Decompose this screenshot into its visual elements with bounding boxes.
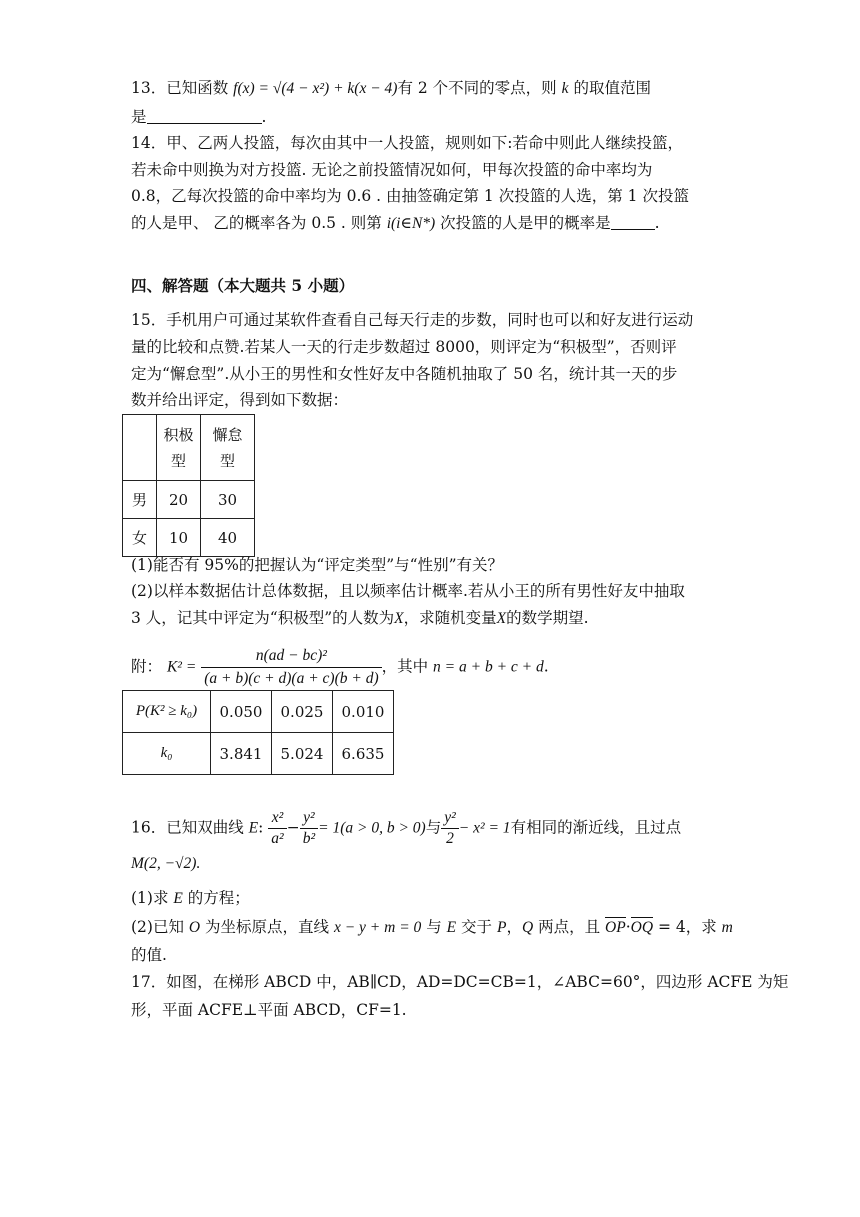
q13-answer-blank[interactable] xyxy=(147,109,262,124)
q16-part2 xyxy=(131,917,733,938)
q16-comma: ， xyxy=(506,918,522,936)
where-end: . xyxy=(543,657,549,676)
eq1-frac-x xyxy=(268,808,286,849)
q16-line1: 16．已知双曲线 E: $\frac{\text{x²}}{\text{a²}}$ − $\frac{\text{y²}}{\text{b²}}$ = 1(a > 0, b > 0)与 $\frac{\text{y²}}{2}$ − x² = 1有相同的渐近线，且过点 xyxy=(131,809,682,847)
row-male-label: 男 xyxy=(123,481,157,519)
table-header-active xyxy=(157,415,201,481)
q16-q: Q xyxy=(521,919,534,936)
q16-m: m xyxy=(721,919,733,936)
critical-value-table xyxy=(122,690,394,775)
eq2-2: 2 xyxy=(441,828,459,849)
header-lazy-1: 懈怠 xyxy=(212,425,243,444)
eq1-y: y² xyxy=(303,809,315,826)
q16-p2-mid: 为坐标原点，直线 xyxy=(200,918,334,936)
table-header-lazy xyxy=(201,415,255,481)
q16-p2-mid3: 交于 xyxy=(456,918,497,936)
q14-line3: 0.8，乙每次投篮的命中率均为 0.6 . 由抽签确定第 1 次投篮的人选，第 1 次投篮 xyxy=(131,187,689,205)
k2-denominator: (a + b)(c + d)(a + c)(b + d) xyxy=(201,667,381,690)
q16-p1-e: E xyxy=(173,890,183,907)
eq1-a: a² xyxy=(268,828,286,849)
q16-dot: · xyxy=(625,918,631,936)
eq2-frac xyxy=(441,808,459,849)
q16-part1 xyxy=(131,888,250,909)
q14-index-math: i(i∈N*) xyxy=(386,215,436,232)
q15-p2-post: 的数学期望. xyxy=(506,609,589,627)
header-lazy-2: 型 xyxy=(219,451,235,470)
table2-row1-head: P(K² ≥ k₀) xyxy=(123,691,211,733)
q15-line1: 15．手机用户可通过某软件查看自己每天行走的步数，同时也可以和好友进行运动 xyxy=(131,311,694,329)
q16-p2-mid4: 两点，且 xyxy=(533,918,606,936)
q13-post: 有 2 个不同的零点，则 xyxy=(397,79,562,97)
q16-pre: 16．已知双曲线 xyxy=(131,818,249,837)
q15-p2-pre: 3 人，记其中评定为“积极型”的人数为 xyxy=(131,609,395,627)
table2-r1c1: 0.050 xyxy=(211,691,272,733)
where-pre: ，其中 xyxy=(381,657,434,676)
q13-line2-text: 是 xyxy=(131,108,147,126)
q13-k: k xyxy=(561,80,569,97)
vector-oq: OQ xyxy=(630,919,654,936)
q13-line2 xyxy=(131,107,266,127)
q15-part2-line2 xyxy=(131,608,589,629)
q17-line1: 17．如图，在梯形 ABCD 中，AB∥CD，AD=DC=CB=1，∠ABC=60°，四边形 ACFE 为矩 xyxy=(131,973,789,991)
q14-answer-blank[interactable] xyxy=(611,215,655,230)
q16-post: 有相同的渐近线，且过点 xyxy=(510,818,682,837)
eq1-b: b² xyxy=(300,828,318,849)
table2-r1c2: 0.025 xyxy=(272,691,333,733)
q16-and: 与 xyxy=(425,818,442,837)
q17-line2: 形，平面 ACFE⊥平面 ABCD，CF=1. xyxy=(131,1001,407,1019)
table2-r2c2: 5.024 xyxy=(272,733,333,775)
k2-numerator: n(ad − bc)² xyxy=(255,647,327,664)
q15-line2: 量的比较和点赞.若某人一天的行走步数超过 8000，则评定为“积极型”，否则评 xyxy=(131,338,677,356)
header-active-1: 积极 xyxy=(163,425,194,444)
k2-formula-line xyxy=(131,645,549,690)
row-female-active: 10 xyxy=(157,519,201,557)
q13-line1 xyxy=(131,78,651,99)
q14-line4 xyxy=(131,213,660,234)
table2-r1c3: 0.010 xyxy=(333,691,394,733)
q16-e: E xyxy=(248,819,259,837)
eq2-rest: − x² = 1 xyxy=(458,819,511,837)
q16-point-m: M(2, −√2). xyxy=(131,855,201,872)
vector-op: OP xyxy=(605,919,626,936)
q13-pre: 已知函数 xyxy=(166,79,234,97)
q15-part1: (1)能否有 95%的把握认为“评定类型”与“性别”有关？ xyxy=(131,556,504,574)
eq1-frac-y xyxy=(300,808,318,849)
table2-r2c3: 6.635 xyxy=(333,733,394,775)
appendix-label: 附： xyxy=(131,657,163,676)
table2-row2-head: k₀ xyxy=(123,733,211,775)
eq2-y: y² xyxy=(444,809,456,826)
q16-o: O xyxy=(188,919,201,936)
q14-line2: 若未命中则换为对方投篮. 无论之前投篮情况如何，甲每次投篮的命中率均为 xyxy=(131,161,653,179)
q15-var-x: X xyxy=(394,610,404,627)
row-male-active: 20 xyxy=(157,481,201,519)
eq1-rest: = 1(a > 0, b > 0) xyxy=(318,819,426,837)
q16-part2-end: 的值. xyxy=(131,946,167,964)
where-math: n = a + b + c + d xyxy=(433,658,544,676)
q15-var-x-2: X xyxy=(496,610,507,627)
q16-p1-pre: (1)求 xyxy=(131,889,174,907)
q15-part2-line1: (2)以样本数据估计总体数据，且以频率估计概率.若从小王的所有男性好友中抽取 xyxy=(131,582,685,600)
q15-p2-mid: ，求随机变量 xyxy=(403,609,497,627)
q13-number: 13． xyxy=(131,79,167,97)
q16-p: P xyxy=(496,919,507,936)
k2-fraction xyxy=(201,645,381,690)
q16-p2-mid2: 与 xyxy=(421,918,447,936)
q13-end: . xyxy=(261,108,267,126)
q14-line4-post: 次投篮的人是甲的概率是 xyxy=(435,214,611,232)
table2-r2c1: 3.841 xyxy=(211,733,272,775)
q16-p2-e: E xyxy=(446,919,457,936)
q16-line-eq: x − y + m = 0 xyxy=(333,919,422,936)
q14-line4-pre: 的人是甲、 乙的概率各为 0.5 . 则第 xyxy=(131,214,387,232)
row-female-lazy: 40 xyxy=(201,519,255,557)
row-male-lazy: 30 xyxy=(201,481,255,519)
q16-colon: : xyxy=(258,818,264,837)
q13-formula: f(x) = √(4 − x²) + k(x − 4) xyxy=(233,80,398,97)
step-count-table xyxy=(122,414,255,557)
q13-post2: 的取值范围 xyxy=(568,79,651,97)
q16-p2-pre: (2)已知 xyxy=(131,918,189,936)
q16-p2-end: ，求 xyxy=(685,918,722,936)
q14-end: . xyxy=(654,214,660,232)
k2-symbol: K² = xyxy=(166,658,197,676)
q16-eq4: = 4 xyxy=(653,918,686,936)
q15-line3: 定为“懈怠型”.从小王的男性和女性好友中各随机抽取了 50 名，统计其一天的步 xyxy=(131,365,678,383)
header-active-2: 型 xyxy=(170,451,186,470)
row-female-label: 女 xyxy=(123,519,157,557)
q16-p1-post: 的方程； xyxy=(182,889,250,907)
eq1-x: x² xyxy=(271,809,284,826)
section-title: 四、解答题（本大题共 5 小题） xyxy=(131,276,355,295)
q15-line4: 数并给出评定，得到如下数据： xyxy=(131,391,349,409)
q14-line1: 14．甲、乙两人投篮，每次由其中一人投篮，规则如下:若命中则此人继续投篮， xyxy=(131,134,683,152)
table-corner xyxy=(123,415,157,481)
